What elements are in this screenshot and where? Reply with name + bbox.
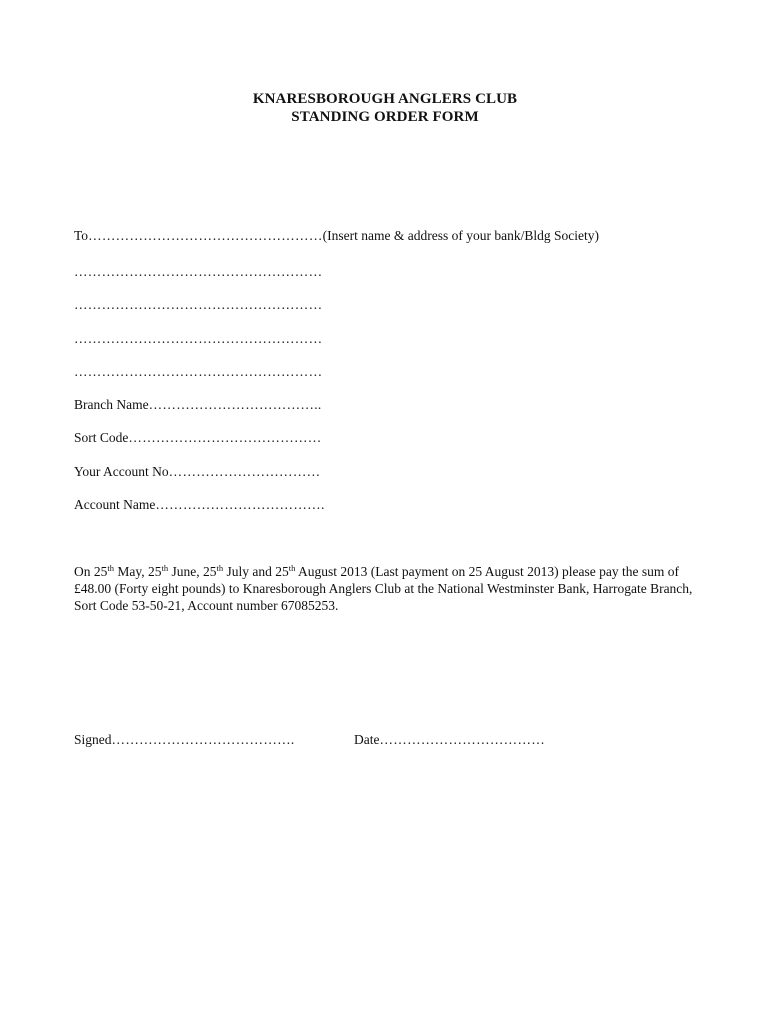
signed-line (74, 732, 295, 748)
bank-address-line-4[interactable]: ……………………………………………… (74, 364, 323, 379)
account-no-line (74, 464, 320, 480)
account-no-label: Your Account No (74, 464, 169, 479)
branch-name-line (74, 397, 322, 413)
instruction-text: On 25 (74, 564, 108, 579)
account-name-label: Account Name (74, 497, 156, 512)
sort-code-label: Sort Code (74, 430, 129, 445)
bank-to-note: (Insert name & address of your bank/Bldg Society) (322, 228, 599, 243)
bank-address-line-3[interactable]: ……………………………………………… (74, 331, 323, 346)
ordinal-suffix: th (161, 563, 169, 573)
branch-name-label: Branch Name (74, 397, 149, 412)
ordinal-suffix: th (107, 563, 114, 573)
date-line (354, 732, 545, 748)
bank-to-label: To (74, 228, 89, 243)
instruction-text: June, 25 (168, 564, 217, 579)
club-title: KNARESBOROUGH ANGLERS CLUB (252, 91, 518, 107)
bank-address-line-1[interactable]: ……………………………………………… (74, 264, 323, 279)
account-no-field[interactable]: …………………………… (168, 464, 321, 479)
sort-code-line (74, 430, 322, 446)
bank-to-line (74, 228, 599, 244)
account-name-field[interactable]: ………………………………. (155, 497, 325, 512)
form-title: STANDING ORDER FORM (291, 109, 479, 125)
signed-field[interactable]: …………………………………. (111, 732, 295, 747)
account-name-line (74, 497, 325, 513)
ordinal-suffix: th (216, 563, 224, 573)
instruction-text: July and 25 (223, 564, 289, 579)
payment-instruction (74, 563, 694, 614)
bank-to-field[interactable]: …………………………………………… (88, 228, 323, 243)
sort-code-field[interactable]: …………………………………… (128, 430, 322, 445)
instruction-text: August 2013 (Last payment on 25 August 2013) please pay the sum of £48.00 (Forty eight pounds) to Knaresborough Anglers Club at the National Westminster Bank, Harrogate Branch, Sort Code 53-50-21, Account number 67085253. (74, 564, 693, 613)
branch-name-field[interactable]: ……………………………….. (148, 397, 322, 412)
ordinal-suffix: th (288, 563, 296, 573)
instruction-text: May, 25 (114, 564, 162, 579)
date-field[interactable]: ……………………………… (379, 732, 546, 747)
signed-label: Signed (74, 732, 112, 747)
date-label: Date (354, 732, 380, 747)
bank-address-line-2[interactable]: ……………………………………………… (74, 297, 323, 312)
